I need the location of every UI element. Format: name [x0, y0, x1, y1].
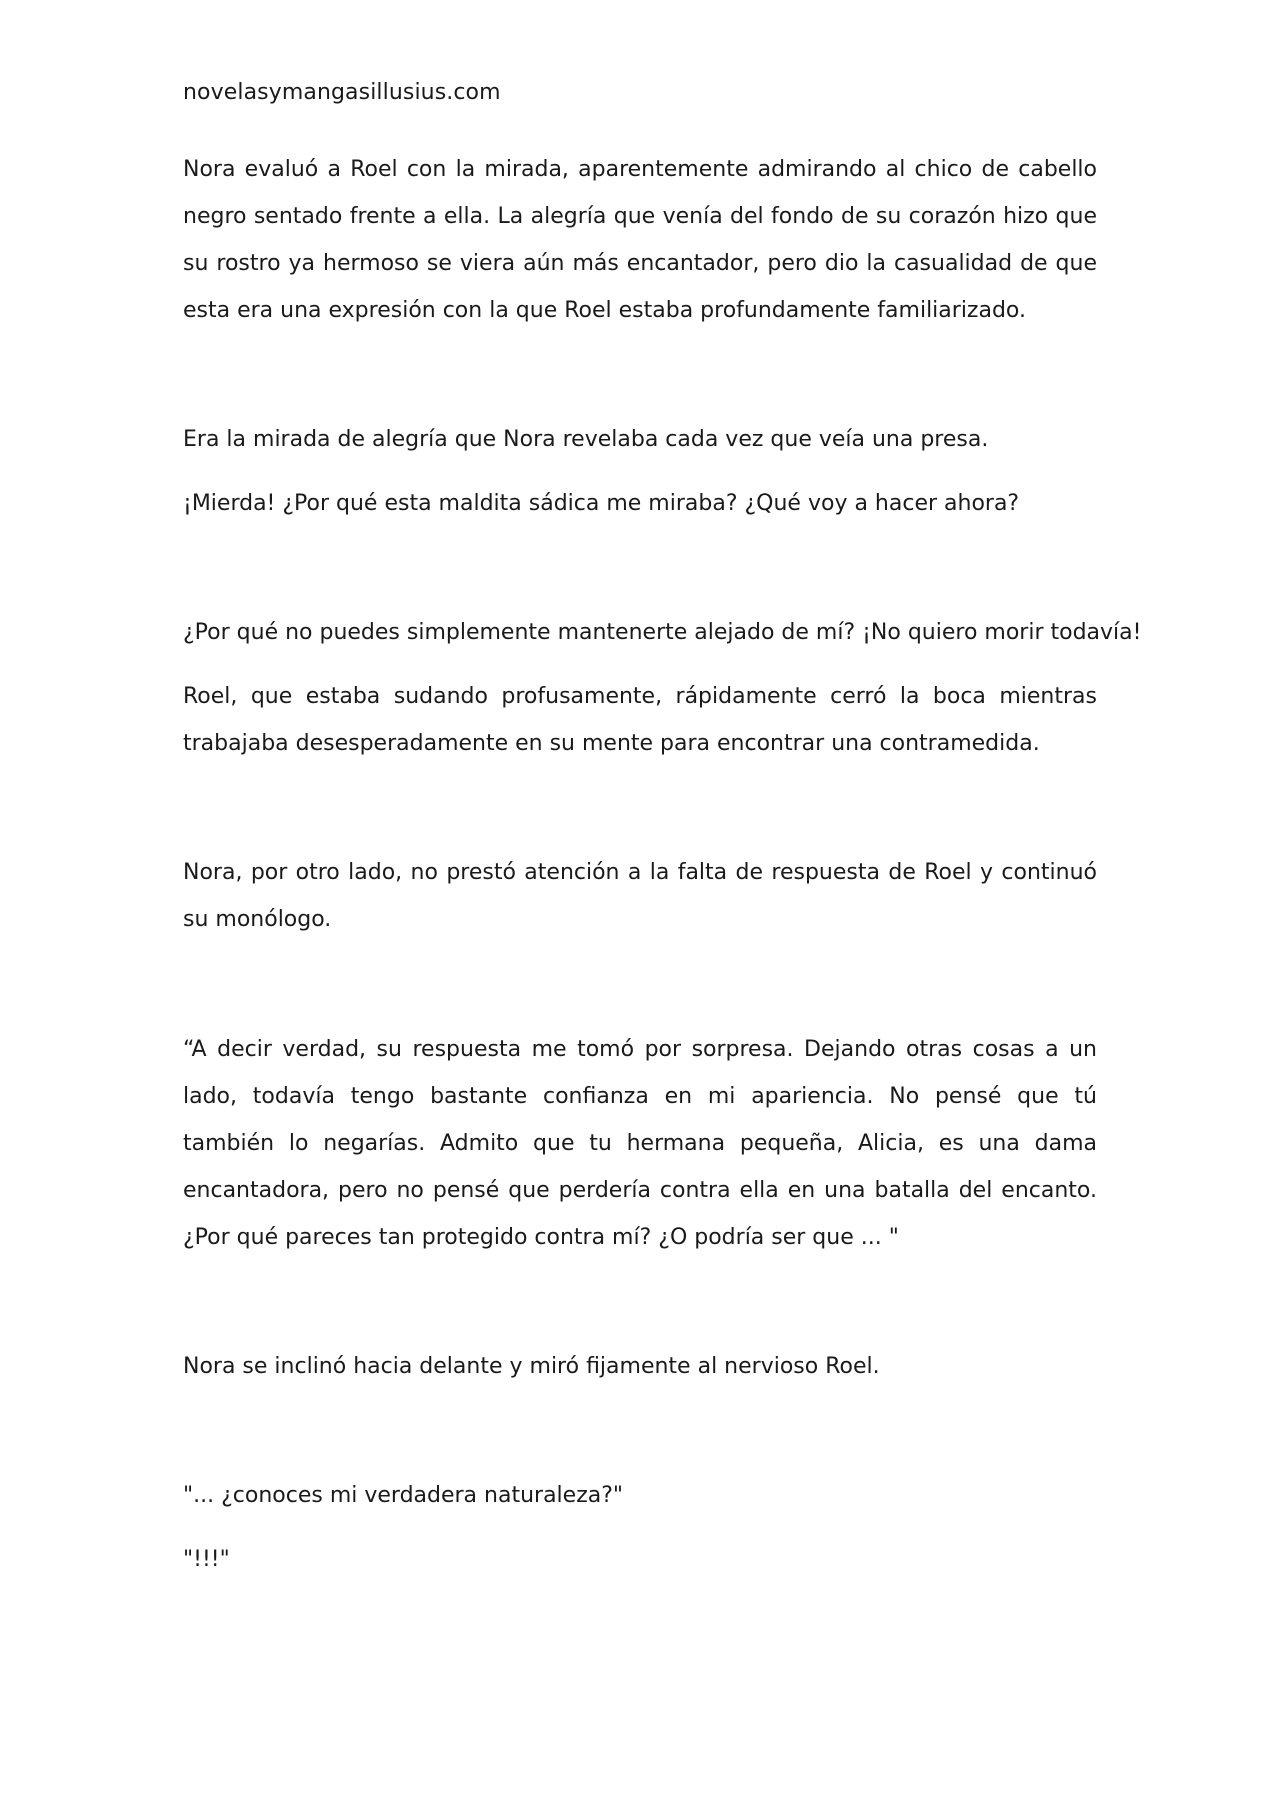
paragraph-6: Nora, por otro lado, no prestó atención a la falta de respuesta de Roel y continuó su monólogo.	[183, 860, 1097, 932]
paragraph-2: Era la mirada de alegría que Nora revelaba cada vez que veía una presa.	[183, 427, 989, 452]
paragraph-5: Roel, que estaba sudando profusamente, rápidamente cerró la boca mientras trabajaba desesperadamente en su mente para encontrar una contramedida.	[183, 684, 1097, 756]
paragraph-3: ¡Mierda! ¿Por qué esta maldita sádica me miraba? ¿Qué voy a hacer ahora?	[183, 491, 1020, 516]
site-header: novelasymangasillusius.com	[183, 80, 501, 105]
paragraph-4: ¿Por qué no puedes simplemente mantenerte alejado de mí? ¡No quiero morir todavía!	[183, 620, 1142, 645]
paragraph-10: "!!!"	[183, 1547, 230, 1572]
paragraph-9: "... ¿conoces mi verdadera naturaleza?"	[183, 1483, 624, 1508]
paragraph-7: “A decir verdad, su respuesta me tomó por sorpresa. Dejando otras cosas a un lado, todavía tengo bastante confianza en mi apariencia. No pensé que tú también lo negarías. Admito que tu hermana pequeña, Alicia, es una dama encantadora, pero no pensé que perdería contra ella en una batalla del encanto. ¿Por qué pareces tan protegido contra mí? ¿O podría ser que ... "	[183, 1037, 1097, 1250]
paragraph-1: Nora evaluó a Roel con la mirada, aparentemente admirando al chico de cabello negro sentado frente a ella. La alegría que venía del fondo de su corazón hizo que su rostro ya hermoso se viera aún más encantador, pero dio la casualidad de que esta era una expresión con la que Roel estaba profundamente familiarizado.	[183, 157, 1097, 323]
paragraph-8: Nora se inclinó hacia delante y miró fijamente al nervioso Roel.	[183, 1354, 880, 1379]
